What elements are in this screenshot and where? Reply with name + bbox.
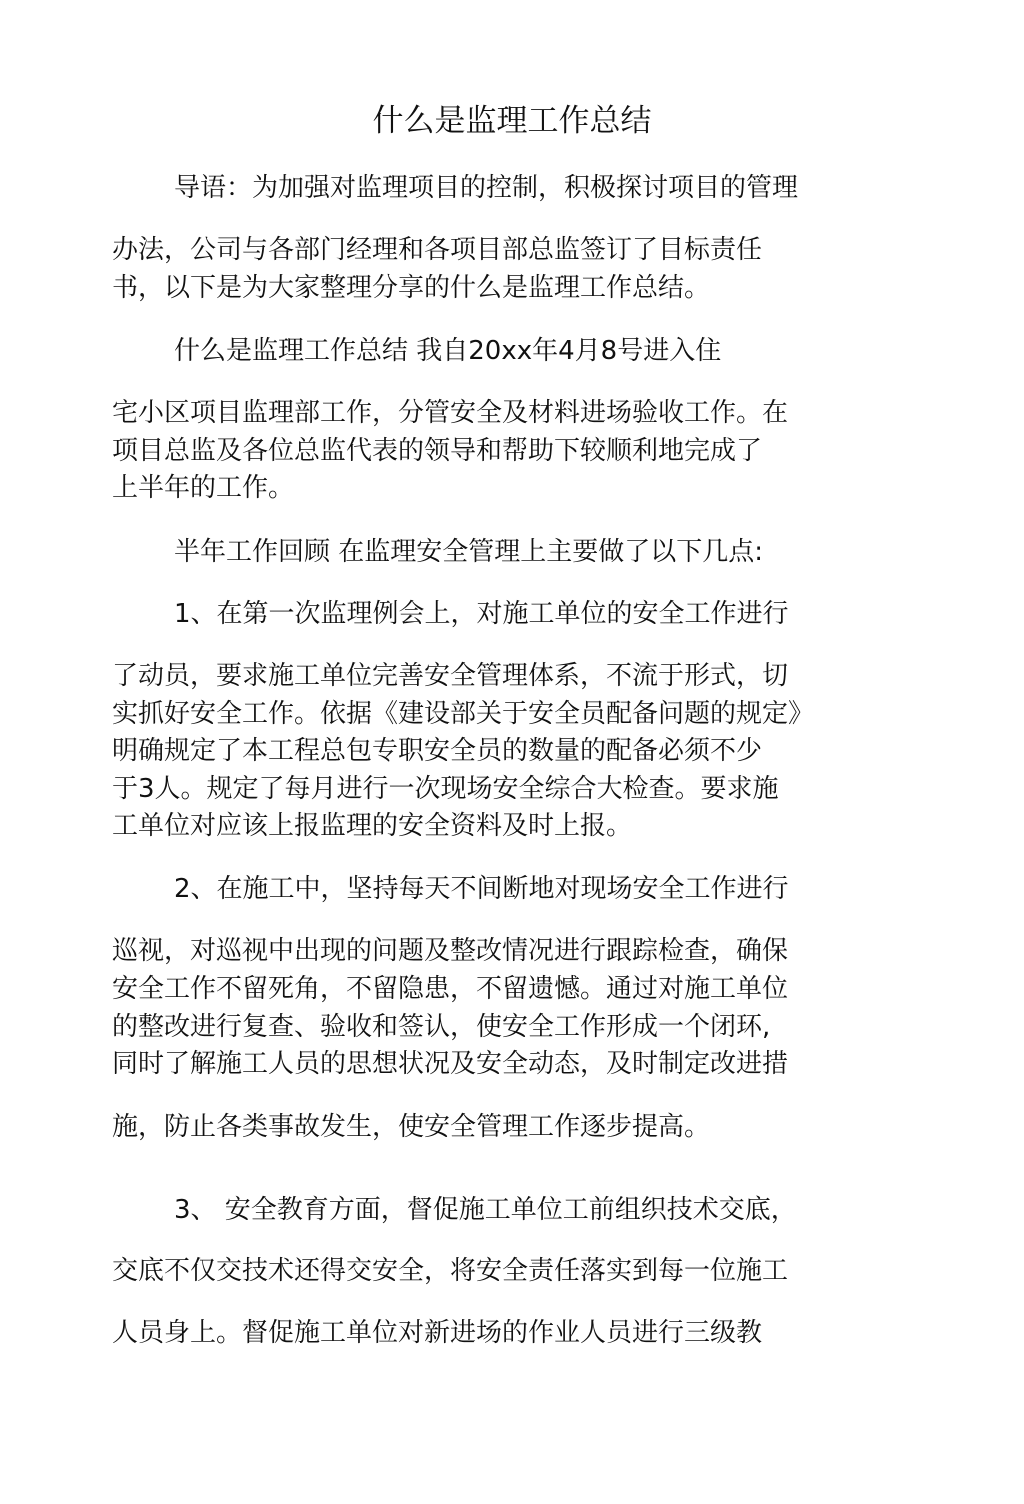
paragraph-line: 2、在施工中，坚持每天不间断地对现场安全工作进行 <box>174 874 789 904</box>
paragraph-line: 施，防止各类事故发生，使安全管理工作逐步提高。 <box>112 1112 711 1142</box>
document-title: 什么是监理工作总结 <box>372 103 652 139</box>
paragraph-line: 导语：为加强对监理项目的控制，积极探讨项目的管理 <box>174 173 799 203</box>
paragraph-line: 工单位对应该上报监理的安全资料及时上报。 <box>112 811 633 841</box>
paragraph-line: 半年工作回顾 在监理安全管理上主要做了以下几点: <box>174 537 764 567</box>
paragraph-line: 的整改进行复查、验收和签认，使安全工作形成一个闭环, <box>112 1012 771 1042</box>
paragraph-line: 办法，公司与各部门经理和各项目部总监签订了目标责任 <box>112 235 763 265</box>
paragraph-line: 巡视，对巡视中出现的问题及整改情况进行跟踪检查，确保 <box>112 936 789 966</box>
paragraph-line: 安全工作不留死角，不留隐患，不留遗憾。通过对施工单位 <box>112 974 789 1004</box>
paragraph-line: 宅小区项目监理部工作，分管安全及材料进场验收工作。在 <box>112 398 789 428</box>
paragraph-line: 于3人。规定了每月进行一次现场安全综合大检查。要求施 <box>112 774 779 804</box>
paragraph-line: 3、 安全教育方面，督促施工单位工前组织技术交底， <box>174 1195 797 1225</box>
paragraph-line: 上半年的工作。 <box>112 473 295 503</box>
paragraph-line: 同时了解施工人员的思想状况及安全动态，及时制定改进措 <box>112 1049 789 1079</box>
paragraph-line: 了动员，要求施工单位完善安全管理体系，不流于形式，切 <box>112 661 789 691</box>
paragraph-line: 什么是监理工作总结 我自20xx年4月8号进入住 <box>174 336 722 366</box>
paragraph-line: 交底不仅交技术还得交安全，将安全责任落实到每一位施工 <box>112 1256 789 1286</box>
paragraph-line: 实抓好安全工作。依据《建设部关于安全员配备问题的规定》 <box>112 699 815 729</box>
paragraph-line: 书，以下是为大家整理分享的什么是监理工作总结。 <box>112 273 711 303</box>
paragraph-line: 项目总监及各位总监代表的领导和帮助下较顺利地完成了 <box>112 436 763 466</box>
paragraph-line: 明确规定了本工程总包专职安全员的数量的配备必须不少 <box>112 736 763 766</box>
paragraph-line: 人员身上。督促施工单位对新进场的作业人员进行三级教 <box>112 1318 763 1348</box>
paragraph-line: 1、在第一次监理例会上，对施工单位的安全工作进行 <box>174 599 789 629</box>
